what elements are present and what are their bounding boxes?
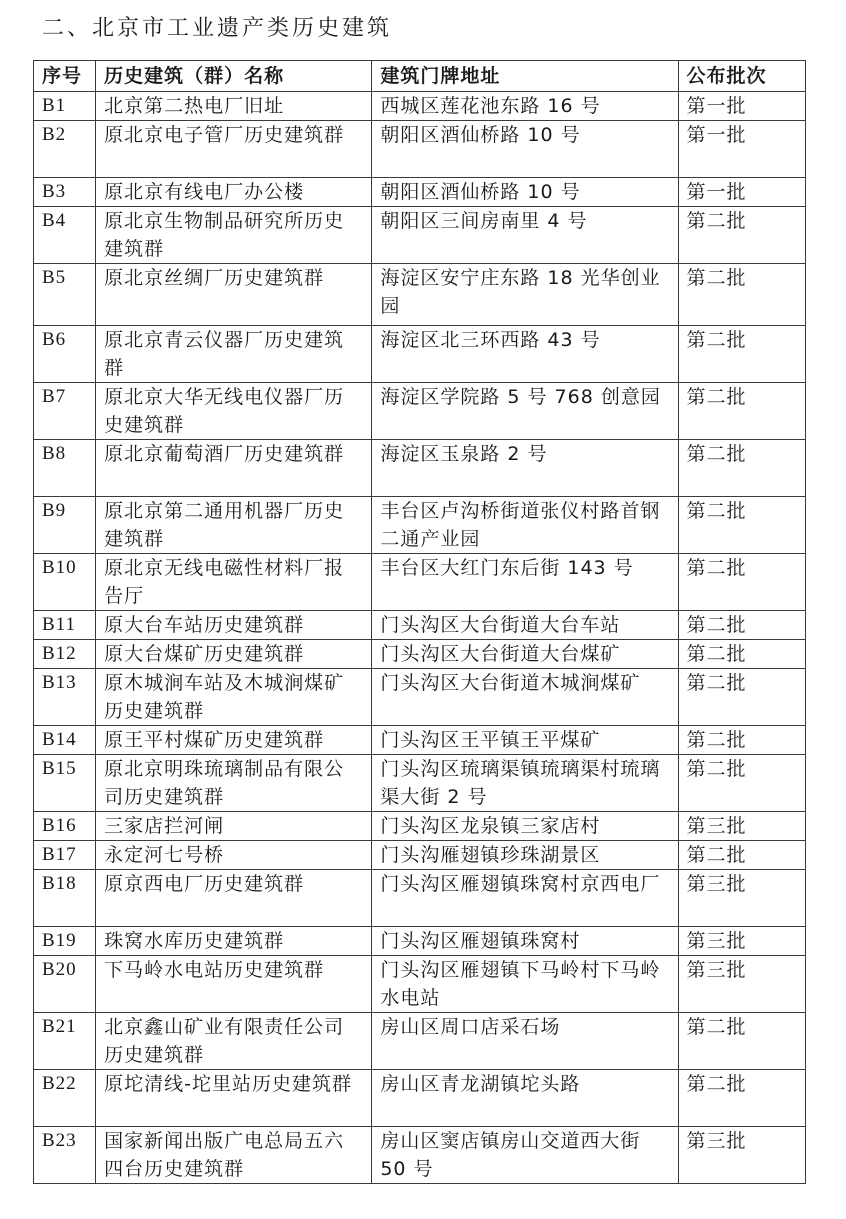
cell-batch: 第二批 [678, 611, 805, 640]
cell-batch: 第二批 [678, 1070, 805, 1127]
cell-name: 原北京无线电磁性材料厂报告厅 [96, 554, 372, 611]
cell-no: B7 [34, 383, 96, 440]
cell-no: B5 [34, 264, 96, 326]
cell-no: B4 [34, 207, 96, 264]
table-row [34, 841, 806, 870]
cell-address: 朝阳区酒仙桥路 10 号 [372, 121, 678, 178]
cell-name: 原北京丝绸厂历史建筑群 [96, 264, 372, 326]
cell-no: B11 [34, 611, 96, 640]
cell-name: 原北京明珠琉璃制品有限公司历史建筑群 [96, 755, 372, 812]
cell-batch: 第二批 [678, 640, 805, 669]
cell-batch: 第二批 [678, 440, 805, 497]
cell-no: B21 [34, 1013, 96, 1070]
cell-name: 三家店拦河闸 [96, 812, 372, 841]
table-row [34, 121, 806, 178]
cell-name: 原北京大华无线电仪器厂历史建筑群 [96, 383, 372, 440]
cell-batch: 第二批 [678, 207, 805, 264]
cell-batch: 第三批 [678, 927, 805, 956]
cell-name: 原北京青云仪器厂历史建筑群 [96, 326, 372, 383]
cell-batch: 第二批 [678, 326, 805, 383]
cell-address: 门头沟区雁翅镇珠窝村京西电厂 [372, 870, 678, 927]
cell-no: B8 [34, 440, 96, 497]
cell-batch: 第二批 [678, 264, 805, 326]
cell-address: 房山区青龙湖镇坨头路 [372, 1070, 678, 1127]
table-row [34, 383, 806, 440]
cell-batch: 第三批 [678, 956, 805, 1013]
cell-name: 北京第二热电厂旧址 [96, 92, 372, 121]
cell-address: 门头沟区雁翅镇珠窝村 [372, 927, 678, 956]
cell-no: B20 [34, 956, 96, 1013]
table-row [34, 927, 806, 956]
cell-no: B10 [34, 554, 96, 611]
page-title: 二、北京市工业遗产类历史建筑 [42, 16, 393, 41]
cell-address: 门头沟区王平镇王平煤矿 [372, 726, 678, 755]
cell-batch: 第三批 [678, 812, 805, 841]
table-row [34, 1127, 806, 1184]
cell-batch: 第二批 [678, 726, 805, 755]
cell-no: B3 [34, 178, 96, 207]
cell-name: 原北京第二通用机器厂历史建筑群 [96, 497, 372, 554]
cell-name: 原木城涧车站及木城涧煤矿历史建筑群 [96, 669, 372, 726]
header-no: 序号 [34, 61, 96, 92]
cell-batch: 第二批 [678, 383, 805, 440]
cell-address: 海淀区玉泉路 2 号 [372, 440, 678, 497]
cell-name: 下马岭水电站历史建筑群 [96, 956, 372, 1013]
cell-address: 门头沟区大台街道木城涧煤矿 [372, 669, 678, 726]
cell-no: B2 [34, 121, 96, 178]
cell-batch: 第一批 [678, 121, 805, 178]
cell-batch: 第三批 [678, 1127, 805, 1184]
cell-name: 原北京电子管厂历史建筑群 [96, 121, 372, 178]
cell-address: 朝阳区酒仙桥路 10 号 [372, 178, 678, 207]
heritage-table [33, 60, 806, 1184]
table-row [34, 207, 806, 264]
table-row [34, 755, 806, 812]
table-row [34, 812, 806, 841]
cell-batch: 第二批 [678, 841, 805, 870]
cell-no: B19 [34, 927, 96, 956]
table-row [34, 440, 806, 497]
cell-batch: 第二批 [678, 669, 805, 726]
cell-name: 原大台煤矿历史建筑群 [96, 640, 372, 669]
cell-name: 原北京葡萄酒厂历史建筑群 [96, 440, 372, 497]
table-header-row [34, 61, 806, 92]
table-row [34, 326, 806, 383]
cell-name: 原北京有线电厂办公楼 [96, 178, 372, 207]
cell-name: 原大台车站历史建筑群 [96, 611, 372, 640]
cell-no: B14 [34, 726, 96, 755]
cell-name: 原王平村煤矿历史建筑群 [96, 726, 372, 755]
cell-no: B22 [34, 1070, 96, 1127]
cell-address: 门头沟雁翅镇珍珠湖景区 [372, 841, 678, 870]
cell-name: 原京西电厂历史建筑群 [96, 870, 372, 927]
cell-address: 海淀区学院路 5 号 768 创意园 [372, 383, 678, 440]
cell-name: 北京鑫山矿业有限责任公司历史建筑群 [96, 1013, 372, 1070]
cell-name: 永定河七号桥 [96, 841, 372, 870]
cell-address: 丰台区大红门东后街 143 号 [372, 554, 678, 611]
cell-batch: 第三批 [678, 870, 805, 927]
cell-address: 朝阳区三间房南里 4 号 [372, 207, 678, 264]
cell-name: 原北京生物制品研究所历史建筑群 [96, 207, 372, 264]
table-row [34, 956, 806, 1013]
cell-no: B12 [34, 640, 96, 669]
header-batch: 公布批次 [678, 61, 805, 92]
table-row [34, 264, 806, 326]
cell-batch: 第一批 [678, 178, 805, 207]
cell-no: B17 [34, 841, 96, 870]
cell-no: B15 [34, 755, 96, 812]
cell-no: B18 [34, 870, 96, 927]
cell-address: 海淀区北三环西路 43 号 [372, 326, 678, 383]
table-row [34, 497, 806, 554]
cell-no: B16 [34, 812, 96, 841]
cell-no: B1 [34, 92, 96, 121]
cell-batch: 第二批 [678, 1013, 805, 1070]
cell-address: 房山区周口店采石场 [372, 1013, 678, 1070]
cell-no: B13 [34, 669, 96, 726]
cell-address: 门头沟区龙泉镇三家店村 [372, 812, 678, 841]
cell-name: 珠窝水库历史建筑群 [96, 927, 372, 956]
cell-batch: 第二批 [678, 554, 805, 611]
header-address: 建筑门牌地址 [372, 61, 678, 92]
cell-no: B9 [34, 497, 96, 554]
cell-address: 门头沟区琉璃渠镇琉璃渠村琉璃渠大街 2 号 [372, 755, 678, 812]
cell-address: 海淀区安宁庄东路 18 光华创业园 [372, 264, 678, 326]
table-row [34, 640, 806, 669]
cell-address: 门头沟区大台街道大台车站 [372, 611, 678, 640]
table-row [34, 870, 806, 927]
table-row [34, 611, 806, 640]
cell-batch: 第一批 [678, 92, 805, 121]
cell-batch: 第二批 [678, 497, 805, 554]
table-row [34, 669, 806, 726]
table-row [34, 178, 806, 207]
cell-address: 房山区窦店镇房山交道西大街 50 号 [372, 1127, 678, 1184]
table-row [34, 554, 806, 611]
cell-no: B23 [34, 1127, 96, 1184]
table-row [34, 1070, 806, 1127]
cell-address: 门头沟区雁翅镇下马岭村下马岭水电站 [372, 956, 678, 1013]
cell-name: 原坨清线-坨里站历史建筑群 [96, 1070, 372, 1127]
table-row [34, 1013, 806, 1070]
cell-address: 丰台区卢沟桥街道张仪村路首钢二通产业园 [372, 497, 678, 554]
cell-name: 国家新闻出版广电总局五六四台历史建筑群 [96, 1127, 372, 1184]
cell-address: 西城区莲花池东路 16 号 [372, 92, 678, 121]
header-name: 历史建筑（群）名称 [96, 61, 372, 92]
table-row [34, 726, 806, 755]
cell-batch: 第二批 [678, 755, 805, 812]
table-row [34, 92, 806, 121]
cell-address: 门头沟区大台街道大台煤矿 [372, 640, 678, 669]
cell-no: B6 [34, 326, 96, 383]
